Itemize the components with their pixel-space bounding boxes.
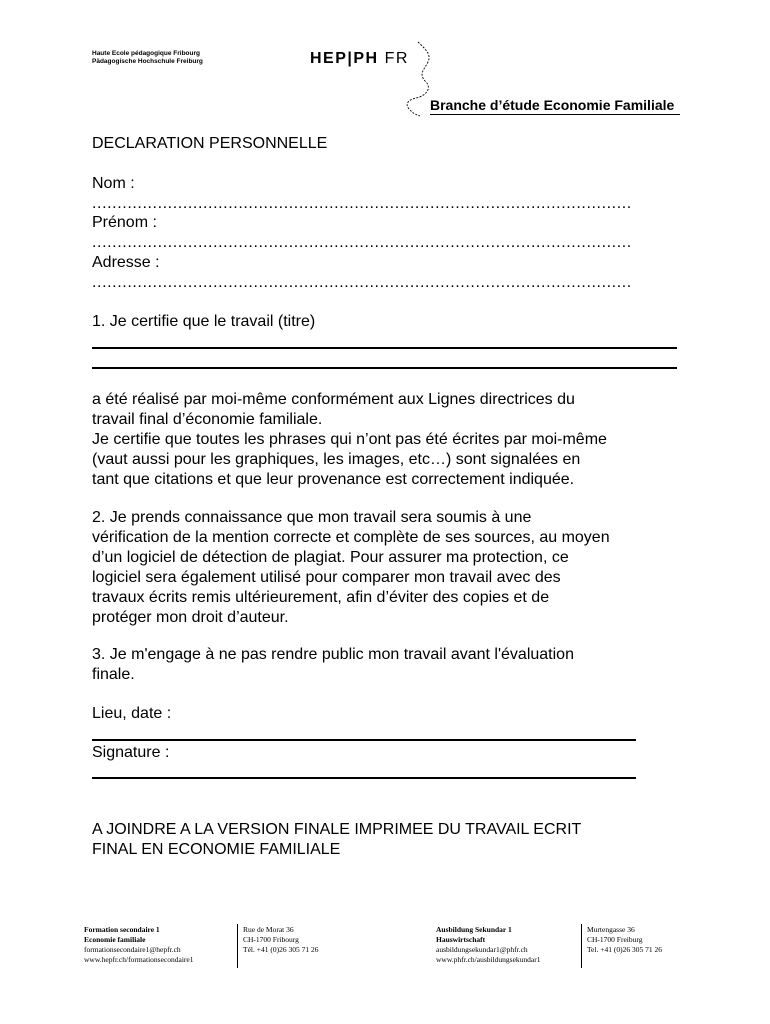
point2-text (92, 508, 610, 628)
point3-text (92, 645, 574, 685)
point1-line: travail final d’économie familiale. (92, 411, 323, 428)
closing-line: FINAL EN ECONOMIE FAMILIALE (92, 841, 341, 858)
footer-column-fr (84, 925, 193, 965)
prenom-dotted-line: ........................................................................................................... (92, 235, 632, 251)
point1-text (92, 390, 607, 490)
point1-line: Je certifie que toutes les phrases qui n’ont pas été écrites par moi-même (92, 431, 607, 448)
footer-website: www.hepfr.ch/formationsecondaire1 (84, 955, 194, 964)
point1-intro: 1. Je certifie que le travail (titre) (92, 313, 316, 330)
footer-text: Murtengasse 36 (587, 925, 635, 934)
footer-website: www.phfr.ch/ausbildungsekundar1 (436, 955, 541, 964)
footer-text: Hauswirtschaft (436, 935, 486, 944)
footer-address-de (587, 925, 662, 955)
institution-line-fr: Haute Ecole pédagogique Fribourg (92, 50, 200, 57)
footer-separator (237, 924, 238, 968)
prenom-label: Prénom : (92, 214, 157, 231)
nom-label: Nom : (92, 175, 135, 192)
footer-text: Formation secondaire 1 (84, 925, 160, 934)
adresse-dotted-line: ........................................................................................................... (92, 275, 632, 291)
point2-line: protéger mon droit d’auteur. (92, 609, 289, 626)
titre-line-1 (92, 347, 677, 349)
footer-text: Rue de Morat 36 (243, 925, 294, 934)
adresse-label: Adresse : (92, 254, 160, 271)
institution-name (92, 50, 203, 66)
point1-line: a été réalisé par moi-même conformément aux Lignes directrices du (92, 391, 575, 408)
titre-line-2 (92, 367, 677, 369)
footer-phone: Tel. +41 (0)26 305 71 26 (587, 945, 662, 954)
point1-line: tant que citations et que leur provenance est correctement indiquée. (92, 471, 575, 488)
point3-line: 3. Je m'engage à ne pas rendre public mon travail avant l'évaluation (92, 646, 574, 663)
institution-line-de: Pädagogische Hochschule Freiburg (92, 58, 203, 65)
signature-line (92, 777, 636, 779)
footer-email: formationsecondaire1@hepfr.ch (84, 945, 181, 954)
logo-fr-text: FR (384, 50, 409, 67)
point2-line: 2. Je prends connaissance que mon travail sera soumis à une (92, 509, 532, 526)
footer-text: CH-1700 Freiburg (587, 935, 643, 944)
closing-line: A JOINDRE A LA VERSION FINALE IMPRIMEE DU TRAVAIL ECRIT (92, 821, 582, 838)
footer-column-de (436, 925, 541, 965)
point2-line: vérification de la mention correcte et complète de ses sources, au moyen (92, 529, 610, 546)
nom-dotted-line: ........................................................................................................... (92, 196, 632, 212)
signature-label: Signature : (92, 744, 170, 761)
point2-line: travaux écrits remis ultérieurement, afin d’éviter des copies et de (92, 589, 550, 606)
closing-instruction (92, 820, 581, 860)
lieu-date-line (92, 739, 636, 741)
branche-title: Branche d’étude Economie Familiale (430, 97, 675, 113)
point2-line: d’un logiciel de détection de plagiat. Pour assurer ma protection, ce (92, 549, 569, 566)
point2-line: logiciel sera également utilisé pour comparer mon travail avec des (92, 569, 561, 586)
point3-line: finale. (92, 666, 135, 683)
header-divider (430, 114, 680, 115)
point1-line: (vaut aussi pour les graphiques, les images, etc…) sont signalées en (92, 451, 581, 468)
footer-text: CH-1700 Fribourg (243, 935, 299, 944)
logo-text: HEP|PH (310, 50, 379, 67)
footer-text: Economie familiale (84, 935, 146, 944)
footer-email: ausbildungsekundar1@phfr.ch (436, 945, 528, 954)
document-title: DECLARATION PERSONNELLE (92, 135, 328, 152)
footer-phone: Tél. +41 (0)26 305 71 26 (243, 945, 319, 954)
lieu-date-label: Lieu, date : (92, 705, 172, 722)
footer-address-fr (243, 925, 318, 955)
footer-separator (581, 924, 582, 968)
footer-text: Ausbildung Sekundar 1 (436, 925, 512, 934)
hep-logo (310, 50, 409, 68)
